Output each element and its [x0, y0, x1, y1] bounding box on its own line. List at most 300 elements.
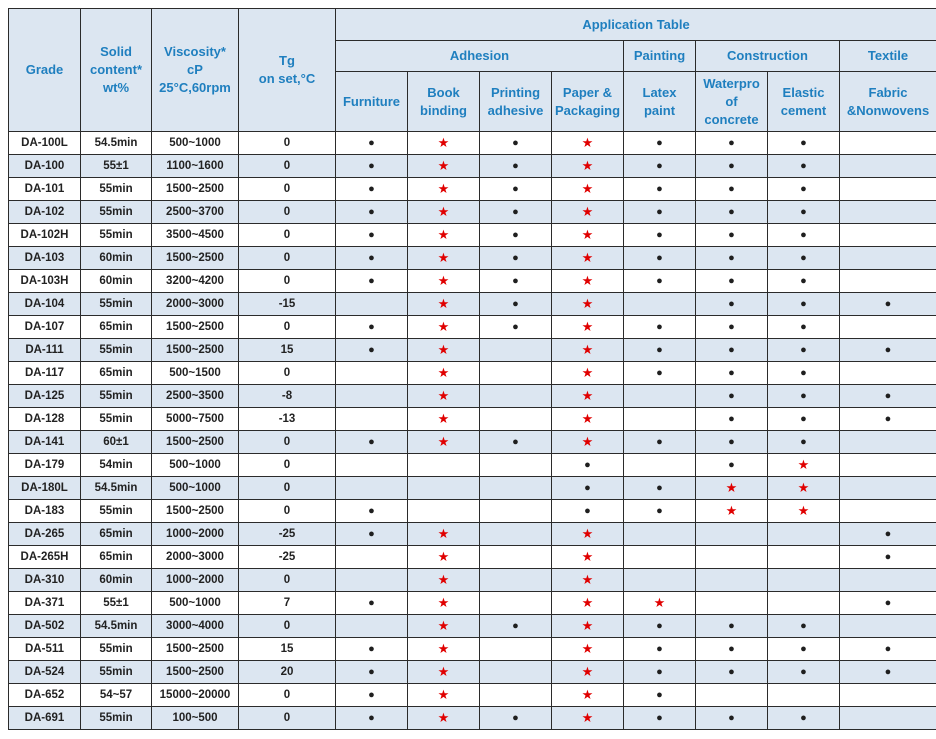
dot-icon: ● [728, 620, 735, 632]
header-tg: Tg on set,°C [239, 9, 336, 132]
cell-application-mark [336, 155, 408, 178]
cell-application-mark [336, 247, 408, 270]
cell-tg: 0 [239, 270, 336, 293]
cell-application-mark [768, 224, 840, 247]
cell-grade: DA-310 [9, 569, 81, 592]
cell-application-mark [624, 224, 696, 247]
cell-application-mark [768, 431, 840, 454]
cell-grade: DA-125 [9, 385, 81, 408]
cell-viscosity: 500~1000 [152, 477, 239, 500]
header-latex-paint: Latex paint [624, 72, 696, 132]
dot-icon: ● [656, 505, 663, 517]
table-row [9, 707, 936, 730]
cell-tg: 0 [239, 454, 336, 477]
cell-application-mark [624, 546, 696, 569]
cell-application-mark [552, 638, 624, 661]
cell-application-mark [480, 201, 552, 224]
cell-application-mark [408, 247, 480, 270]
cell-application-mark [408, 270, 480, 293]
dot-icon: ● [656, 229, 663, 241]
dot-icon: ● [800, 344, 807, 356]
dot-icon: ● [656, 689, 663, 701]
dot-icon: ● [584, 459, 591, 471]
dot-icon: ● [512, 252, 519, 264]
dot-icon: ● [368, 229, 375, 241]
star-icon: ★ [437, 388, 450, 403]
table-header [9, 9, 936, 132]
star-icon: ★ [581, 549, 594, 564]
cell-application-mark [696, 247, 768, 270]
cell-tg: -25 [239, 523, 336, 546]
cell-viscosity: 500~1500 [152, 362, 239, 385]
cell-application-mark [408, 362, 480, 385]
cell-viscosity: 1500~2500 [152, 178, 239, 201]
cell-application-mark [624, 178, 696, 201]
star-icon: ★ [437, 204, 450, 219]
cell-viscosity: 100~500 [152, 707, 239, 730]
cell-viscosity: 3200~4200 [152, 270, 239, 293]
header-furniture: Furniture [336, 72, 408, 132]
cell-application-mark [840, 316, 936, 339]
dot-icon: ● [584, 482, 591, 494]
cell-application-mark [624, 339, 696, 362]
cell-application-mark [480, 362, 552, 385]
cell-grade: DA-524 [9, 661, 81, 684]
cell-tg: -25 [239, 546, 336, 569]
cell-application-mark [552, 178, 624, 201]
dot-icon: ● [512, 712, 519, 724]
cell-application-mark [768, 247, 840, 270]
star-icon: ★ [581, 710, 594, 725]
cell-application-mark [480, 546, 552, 569]
dot-icon: ● [368, 344, 375, 356]
cell-application-mark [336, 500, 408, 523]
cell-application-mark [696, 454, 768, 477]
cell-application-mark [552, 707, 624, 730]
star-icon: ★ [581, 342, 594, 357]
cell-grade: DA-117 [9, 362, 81, 385]
cell-application-mark [480, 431, 552, 454]
cell-application-mark [480, 500, 552, 523]
cell-viscosity: 1100~1600 [152, 155, 239, 178]
star-icon: ★ [437, 710, 450, 725]
cell-application-mark [336, 178, 408, 201]
table-row [9, 178, 936, 201]
cell-application-mark [768, 385, 840, 408]
cell-application-mark [840, 500, 936, 523]
cell-grade: DA-141 [9, 431, 81, 454]
dot-icon: ● [512, 229, 519, 241]
cell-application-mark [840, 339, 936, 362]
cell-application-mark [696, 201, 768, 224]
dot-icon: ● [728, 229, 735, 241]
cell-tg: 20 [239, 661, 336, 684]
star-icon: ★ [581, 227, 594, 242]
cell-viscosity: 1000~2000 [152, 523, 239, 546]
dot-icon: ● [512, 206, 519, 218]
star-icon: ★ [797, 457, 810, 472]
dot-icon: ● [800, 390, 807, 402]
cell-application-mark [480, 293, 552, 316]
cell-application-mark [624, 132, 696, 155]
cell-grade: DA-104 [9, 293, 81, 316]
cell-application-mark [840, 224, 936, 247]
dot-icon: ● [800, 436, 807, 448]
cell-application-mark [624, 385, 696, 408]
cell-tg: 0 [239, 132, 336, 155]
cell-application-mark [768, 454, 840, 477]
cell-tg: 15 [239, 339, 336, 362]
cell-application-mark [480, 638, 552, 661]
dot-icon: ● [800, 137, 807, 149]
cell-application-mark [696, 592, 768, 615]
cell-application-mark [768, 638, 840, 661]
dot-icon: ● [512, 275, 519, 287]
cell-tg: 0 [239, 569, 336, 592]
cell-application-mark [336, 339, 408, 362]
cell-application-mark [624, 293, 696, 316]
dot-icon: ● [728, 413, 735, 425]
star-icon: ★ [437, 434, 450, 449]
cell-application-mark [840, 362, 936, 385]
cell-tg: 0 [239, 316, 336, 339]
cell-solid: 55min [81, 408, 152, 431]
cell-application-mark [840, 431, 936, 454]
cell-application-mark [552, 615, 624, 638]
star-icon: ★ [437, 250, 450, 265]
cell-solid: 60min [81, 270, 152, 293]
dot-icon: ● [368, 528, 375, 540]
cell-grade: DA-265 [9, 523, 81, 546]
cell-application-mark [696, 408, 768, 431]
cell-application-mark [840, 523, 936, 546]
table-row [9, 201, 936, 224]
cell-application-mark [840, 592, 936, 615]
cell-tg: -13 [239, 408, 336, 431]
cell-application-mark [696, 132, 768, 155]
star-icon: ★ [581, 687, 594, 702]
cell-solid: 55min [81, 178, 152, 201]
cell-application-mark [768, 500, 840, 523]
cell-solid: 65min [81, 316, 152, 339]
cell-application-mark [408, 477, 480, 500]
star-icon: ★ [581, 572, 594, 587]
cell-application-mark [408, 201, 480, 224]
cell-viscosity: 1500~2500 [152, 431, 239, 454]
cell-application-mark [336, 408, 408, 431]
dot-icon: ● [656, 252, 663, 264]
dot-icon: ● [368, 275, 375, 287]
cell-solid: 55±1 [81, 155, 152, 178]
cell-application-mark [480, 339, 552, 362]
cell-application-mark [768, 684, 840, 707]
header-waterproof-concrete: Waterpro of concrete [696, 72, 768, 132]
cell-grade: DA-265H [9, 546, 81, 569]
cell-application-mark [696, 178, 768, 201]
star-icon: ★ [725, 480, 738, 495]
cell-application-mark [768, 592, 840, 615]
cell-application-mark [408, 385, 480, 408]
dot-icon: ● [656, 206, 663, 218]
cell-application-mark [840, 132, 936, 155]
cell-application-mark [696, 431, 768, 454]
star-icon: ★ [725, 503, 738, 518]
cell-grade: DA-652 [9, 684, 81, 707]
table-row [9, 132, 936, 155]
cell-application-mark [408, 339, 480, 362]
cell-application-mark [624, 661, 696, 684]
dot-icon: ● [368, 712, 375, 724]
cell-grade: DA-179 [9, 454, 81, 477]
header-group-construction: Construction [696, 41, 840, 72]
dot-icon: ● [368, 666, 375, 678]
table-row [9, 546, 936, 569]
cell-application-mark [480, 385, 552, 408]
cell-application-mark [840, 707, 936, 730]
table-row [9, 661, 936, 684]
table-row [9, 477, 936, 500]
star-icon: ★ [437, 411, 450, 426]
table-row [9, 592, 936, 615]
cell-application-mark [552, 201, 624, 224]
cell-application-mark [336, 201, 408, 224]
application-table [8, 8, 936, 730]
star-icon: ★ [797, 503, 810, 518]
table-row [9, 615, 936, 638]
dot-icon: ● [800, 275, 807, 287]
star-icon: ★ [437, 664, 450, 679]
cell-application-mark [336, 270, 408, 293]
cell-application-mark [408, 178, 480, 201]
cell-viscosity: 1500~2500 [152, 247, 239, 270]
cell-application-mark [552, 546, 624, 569]
dot-icon: ● [656, 137, 663, 149]
cell-application-mark [840, 569, 936, 592]
dot-icon: ● [656, 367, 663, 379]
dot-icon: ● [728, 252, 735, 264]
dot-icon: ● [656, 275, 663, 287]
star-icon: ★ [437, 319, 450, 334]
cell-application-mark [768, 523, 840, 546]
star-icon: ★ [581, 273, 594, 288]
cell-application-mark [336, 638, 408, 661]
table-row [9, 293, 936, 316]
cell-application-mark [408, 224, 480, 247]
cell-application-mark [552, 500, 624, 523]
header-solid-content: Solid content* wt% [81, 9, 152, 132]
dot-icon: ● [800, 413, 807, 425]
cell-application-mark [552, 132, 624, 155]
dot-icon: ● [800, 229, 807, 241]
table-body [9, 132, 936, 730]
dot-icon: ● [800, 160, 807, 172]
cell-tg: 0 [239, 707, 336, 730]
cell-application-mark [552, 684, 624, 707]
cell-application-mark [624, 523, 696, 546]
cell-grade: DA-103H [9, 270, 81, 293]
cell-application-mark [552, 224, 624, 247]
dot-icon: ● [884, 666, 892, 678]
cell-application-mark [624, 592, 696, 615]
cell-application-mark [696, 339, 768, 362]
star-icon: ★ [437, 595, 450, 610]
header-elastic-cement: Elastic cement [768, 72, 840, 132]
cell-solid: 55min [81, 385, 152, 408]
cell-viscosity: 2500~3700 [152, 201, 239, 224]
cell-tg: 0 [239, 684, 336, 707]
dot-icon: ● [656, 344, 663, 356]
cell-viscosity: 3500~4500 [152, 224, 239, 247]
star-icon: ★ [437, 572, 450, 587]
cell-application-mark [768, 339, 840, 362]
dot-icon: ● [512, 298, 519, 310]
dot-icon: ● [656, 643, 663, 655]
dot-icon: ● [800, 206, 807, 218]
cell-application-mark [768, 408, 840, 431]
star-icon: ★ [437, 526, 450, 541]
star-icon: ★ [581, 319, 594, 334]
cell-tg: 0 [239, 201, 336, 224]
cell-application-mark [696, 316, 768, 339]
cell-application-mark [840, 615, 936, 638]
cell-application-mark [336, 431, 408, 454]
cell-application-mark [552, 408, 624, 431]
cell-application-mark [480, 270, 552, 293]
dot-icon: ● [728, 436, 735, 448]
cell-application-mark [336, 477, 408, 500]
cell-tg: 0 [239, 362, 336, 385]
dot-icon: ● [368, 206, 375, 218]
table-row [9, 247, 936, 270]
cell-application-mark [624, 500, 696, 523]
cell-viscosity: 500~1000 [152, 592, 239, 615]
dot-icon: ● [656, 160, 663, 172]
cell-application-mark [480, 316, 552, 339]
cell-grade: DA-101 [9, 178, 81, 201]
star-icon: ★ [581, 296, 594, 311]
cell-application-mark [552, 569, 624, 592]
cell-application-mark [480, 615, 552, 638]
star-icon: ★ [581, 595, 594, 610]
dot-icon: ● [800, 666, 807, 678]
cell-application-mark [408, 546, 480, 569]
cell-application-mark [624, 684, 696, 707]
dot-icon: ● [368, 252, 375, 264]
cell-application-mark [408, 707, 480, 730]
cell-application-mark [336, 592, 408, 615]
cell-application-mark [840, 684, 936, 707]
star-icon: ★ [581, 135, 594, 150]
cell-grade: DA-180L [9, 477, 81, 500]
cell-application-mark [624, 707, 696, 730]
cell-tg: 0 [239, 477, 336, 500]
cell-application-mark [840, 661, 936, 684]
cell-application-mark [408, 408, 480, 431]
star-icon: ★ [653, 595, 666, 610]
table-row [9, 385, 936, 408]
cell-application-mark [840, 178, 936, 201]
dot-icon: ● [884, 528, 892, 540]
cell-application-mark [840, 155, 936, 178]
dot-icon: ● [368, 321, 375, 333]
cell-application-mark [696, 500, 768, 523]
dot-icon: ● [800, 712, 807, 724]
cell-application-mark [552, 523, 624, 546]
cell-grade: DA-102 [9, 201, 81, 224]
cell-application-mark [480, 569, 552, 592]
header-group-adhesion: Adhesion [336, 41, 624, 72]
dot-icon: ● [368, 160, 375, 172]
dot-icon: ● [512, 137, 519, 149]
cell-application-mark [768, 615, 840, 638]
dot-icon: ● [512, 620, 519, 632]
cell-application-mark [408, 592, 480, 615]
header-application-table: Application Table [336, 9, 936, 41]
cell-application-mark [480, 661, 552, 684]
cell-application-mark [408, 431, 480, 454]
dot-icon: ● [512, 321, 519, 333]
cell-application-mark [696, 684, 768, 707]
cell-application-mark [696, 615, 768, 638]
table-row [9, 638, 936, 661]
cell-application-mark [840, 293, 936, 316]
cell-application-mark [552, 316, 624, 339]
cell-grade: DA-128 [9, 408, 81, 431]
star-icon: ★ [581, 526, 594, 541]
star-icon: ★ [581, 250, 594, 265]
cell-solid: 54.5min [81, 477, 152, 500]
cell-application-mark [408, 523, 480, 546]
dot-icon: ● [512, 160, 519, 172]
table-row [9, 155, 936, 178]
dot-icon: ● [728, 321, 735, 333]
cell-application-mark [840, 247, 936, 270]
table-row [9, 270, 936, 293]
star-icon: ★ [437, 273, 450, 288]
dot-icon: ● [656, 620, 663, 632]
cell-application-mark [696, 661, 768, 684]
dot-icon: ● [656, 712, 663, 724]
star-icon: ★ [581, 411, 594, 426]
cell-application-mark [768, 316, 840, 339]
dot-icon: ● [512, 436, 519, 448]
cell-application-mark [624, 638, 696, 661]
dot-icon: ● [728, 206, 735, 218]
dot-icon: ● [800, 298, 807, 310]
star-icon: ★ [437, 158, 450, 173]
header-group-painting: Painting [624, 41, 696, 72]
star-icon: ★ [581, 365, 594, 380]
cell-solid: 54.5min [81, 615, 152, 638]
star-icon: ★ [581, 618, 594, 633]
dot-icon: ● [884, 551, 892, 563]
header-viscosity: Viscosity* cP 25°C,60rpm [152, 9, 239, 132]
cell-tg: 0 [239, 224, 336, 247]
cell-application-mark [696, 293, 768, 316]
cell-application-mark [624, 477, 696, 500]
cell-solid: 55±1 [81, 592, 152, 615]
dot-icon: ● [728, 367, 735, 379]
star-icon: ★ [797, 480, 810, 495]
star-icon: ★ [581, 434, 594, 449]
cell-solid: 55min [81, 661, 152, 684]
table-row [9, 454, 936, 477]
cell-tg: 0 [239, 615, 336, 638]
cell-solid: 55min [81, 638, 152, 661]
star-icon: ★ [437, 687, 450, 702]
dot-icon: ● [728, 459, 735, 471]
cell-application-mark [552, 339, 624, 362]
